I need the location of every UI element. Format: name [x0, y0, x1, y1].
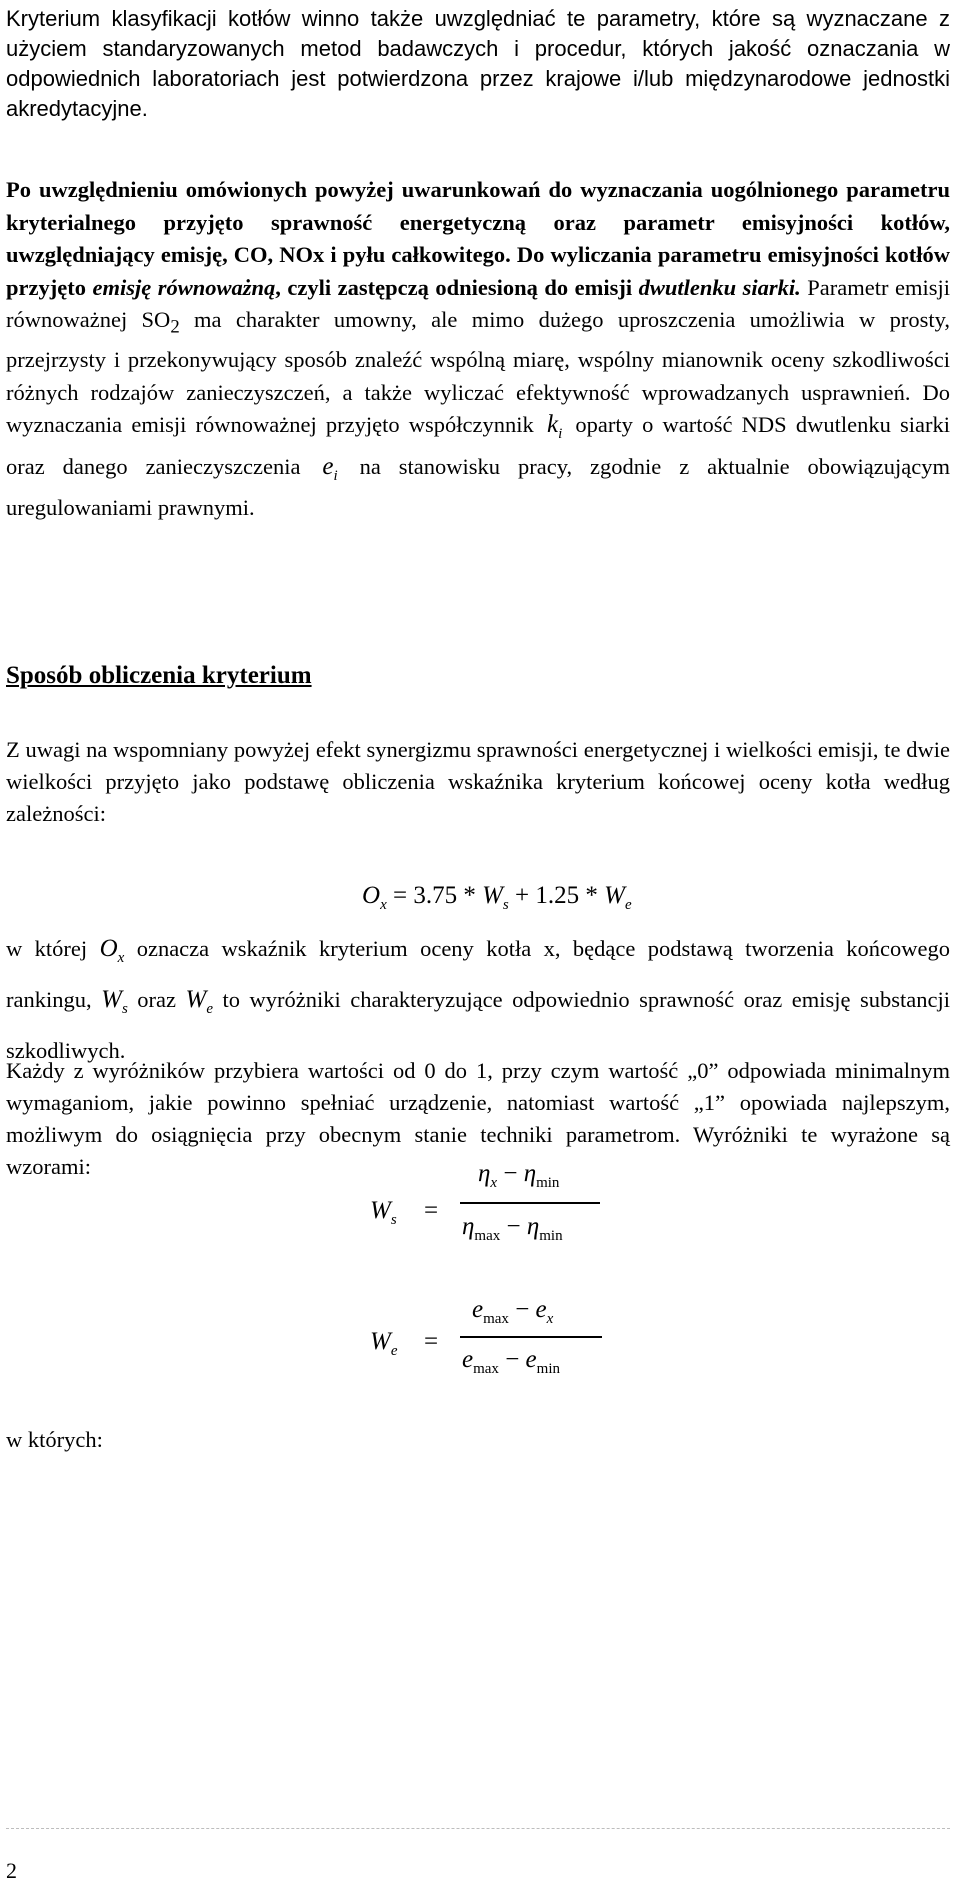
ws-fraction-bar: [460, 1202, 600, 1204]
range-paragraph: Każdy z wyróżników przybiera wartości od 0 do 1, przy czym wartość „0” odpowiada minimalnym wymaganiom, jakie powinno spełniać urządzenie, natomiast wartość „1” opowiada najlepszym, możliwym do osiągnięcia przy obecnym stanie techniki parametrom. Wyróżniki te wyrażone są wzorami:: [6, 1058, 950, 1179]
we-numerator: $e_{max} - e_x$: [472, 1296, 554, 1327]
we-lhs: $W_e$: [370, 1328, 398, 1359]
w-ktorych-label: w których:: [6, 1427, 103, 1452]
ws-lhs: $W_s$: [370, 1197, 397, 1228]
we-fraction-bar: [460, 1336, 602, 1338]
we-equals: =: [424, 1328, 439, 1355]
e-variable: $e_i$: [322, 452, 338, 484]
criteria-paragraph: [6, 174, 950, 525]
criteria-italic-2: dwutlenku siarki.: [638, 274, 801, 300]
section-heading: Sposób obliczenia kryterium: [6, 662, 312, 689]
criteria-text-5: oparty o wartość NDS dwutlenku siarki oraz danego zanieczyszczenia: [6, 412, 950, 479]
k-variable: $k_i$: [546, 411, 563, 442]
we-denominator: $e_{max} - e_{min}$: [462, 1346, 560, 1377]
criteria-text-4: ma charakter umowny, ale mimo dużego uproszczenia umożliwia w prosty, przejrzysty i przekonywujący sposób znaleźć wspólną miarę, wspólny mianownik oceny szkodliwości różnych rodzajów zanieczyszczeń, a także wyliczać efektywność wprowadzanych usprawnień. Do wyznaczania emisji równoważnej przyjęto współczynnik: [6, 307, 950, 437]
criteria-italic-1: emisję równoważną: [92, 274, 276, 300]
ws-equals: =: [424, 1197, 439, 1224]
method-paragraph: Z uwagi na wspomniany powyżej efekt synergizmu sprawności energetycznej i wielkości emisji, te dwie wielkości przyjęto jako podstawę obliczenia wskaźnika kryterium końcowej oceny kotła według zależności:: [6, 737, 950, 826]
criteria-text-3: Parametr emisji równoważnej SO: [6, 274, 951, 332]
criteria-text-1: Po uwzględnieniu omówionych powyżej uwarunkowań do wyznaczania uogólnionego parametru kryterialnego przyjęto sprawność energetyczną oraz parametr emisyjności kotłów, uwzględniający emisję, CO, NOx i pyłu całkowitego. Do wyliczania parametru emisyjności kotłów przyjęto: [6, 177, 950, 300]
page-number: 2: [6, 1858, 17, 1883]
main-formula: $O_x = 3.75 * W_s + 1.25 * W_e$: [362, 882, 632, 913]
so2-subscript: 2: [170, 316, 180, 338]
where-paragraph: w której $O_x$ oznacza wskaźnik kryterium oceny kotła x, będące podstawą tworzenia końcowego rankingu, $W_s$ oraz $W_e$ to wyróżniki charakteryzujące odpowiednio sprawność oraz emisję substancji szkodliwych.: [6, 935, 951, 1063]
footer-divider: [6, 1828, 950, 1830]
intro-paragraph: Kryterium klasyfikacji kotłów winno także uwzględniać te parametry, które są wyznaczane z użyciem standaryzowanych metod badawczych i procedur, których jakość oznaczania w odpowiednich laboratoriach jest potwierdzona przez krajowe i/lub międzynarodowe jednostki akredytacyjne.: [6, 6, 950, 121]
ws-denominator: $\eta_{max} - \eta_{min}$: [462, 1213, 563, 1244]
ws-numerator: $\eta_x - \eta_{min}$: [478, 1160, 560, 1191]
criteria-text-2: , czyli zastępczą odniesioną do emisji: [275, 274, 639, 300]
criteria-text-6: na stanowisku pracy, zgodnie z aktualnie obowiązującym uregulowaniami prawnymi.: [6, 453, 950, 520]
